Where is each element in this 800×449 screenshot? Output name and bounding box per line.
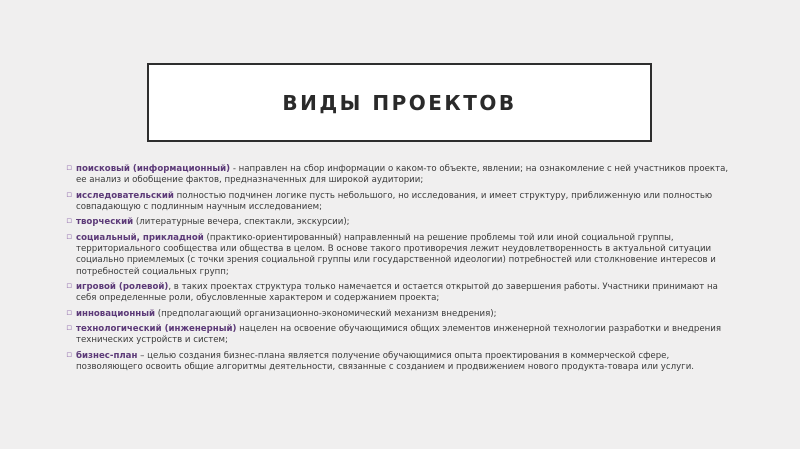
list-item (66, 282, 731, 304)
item-term: социальный, прикладной (76, 232, 204, 243)
slide-title: ВИДЫ ПРОЕКТОВ (282, 90, 517, 115)
item-text: (литературные вечера, спектакли, экскурсии); (133, 217, 350, 228)
list-item (66, 191, 731, 213)
list-item (66, 217, 731, 228)
list-item (66, 324, 731, 346)
item-text: , в таких проектах структура только намечается и остается открытой до завершения работы. Участники принимают на себя определенные роли, обусловленные характером и содержанием проекта; (76, 282, 718, 304)
item-term: бизнес-план (76, 350, 138, 361)
item-term: игровой (ролевой) (76, 282, 169, 293)
title-box (147, 63, 652, 142)
item-text: нацелен на освоение обучающимися общих элементов инженерной технологии разработки и внедрения технических устройств и систем; (76, 324, 721, 346)
item-text: полностью подчинен логике пусть небольшого, но исследования, и имеет структуру, приближенную или полностью совпадающую с подлинным научным исследованием; (76, 190, 713, 212)
bullet-icon: ▫ (66, 307, 73, 318)
bullet-icon: ▫ (66, 281, 73, 292)
item-term: исследовательский (76, 190, 174, 201)
bullet-icon: ▫ (66, 189, 73, 200)
bullet-icon: ▫ (66, 216, 73, 227)
list-item (66, 164, 731, 186)
item-text: (предполагающий организационно-экономический механизм внедрения); (155, 308, 497, 319)
bullet-icon: ▫ (66, 323, 73, 334)
list-item (66, 309, 731, 320)
list-item (66, 233, 731, 278)
item-term: поисковый (информационный) (76, 164, 231, 174)
project-types-list (66, 164, 731, 378)
bullet-icon: ▫ (66, 349, 73, 360)
bullet-icon: ▫ (66, 231, 73, 242)
list-item (66, 351, 731, 373)
bullet-icon: ▫ (66, 163, 73, 173)
item-term: творческий (76, 217, 134, 228)
item-term: технологический (инженерный) (76, 324, 237, 335)
item-text: (практико-ориентированный) направленный на решение проблемы той или иной социальной группы, территориального сообщества или общества в целом. В основе такого противоречия лежит неудовлетворенность в актуальной ситуации социально приемлемых (с точки зрения социальной группы или государственной идеологии) потребностей или столкновение интересов и потребностей социальных групп; (76, 232, 716, 277)
item-term: инновационный (76, 308, 156, 319)
item-text: - направлен на сбор информации о каком-то объекте, явлении; на ознакомление с ней участников проекта, ее анализ и обобщение фактов, предназначенных для широкой аудитории; (76, 164, 729, 186)
item-text: – целью создания бизнес-плана является получение обучающимися опыта проектирования в коммерческой сфере, позволяющего освоить общие алгоритмы деятельности, связанные с созданием и продвижением нового продукта-товара или услуги. (76, 350, 695, 373)
